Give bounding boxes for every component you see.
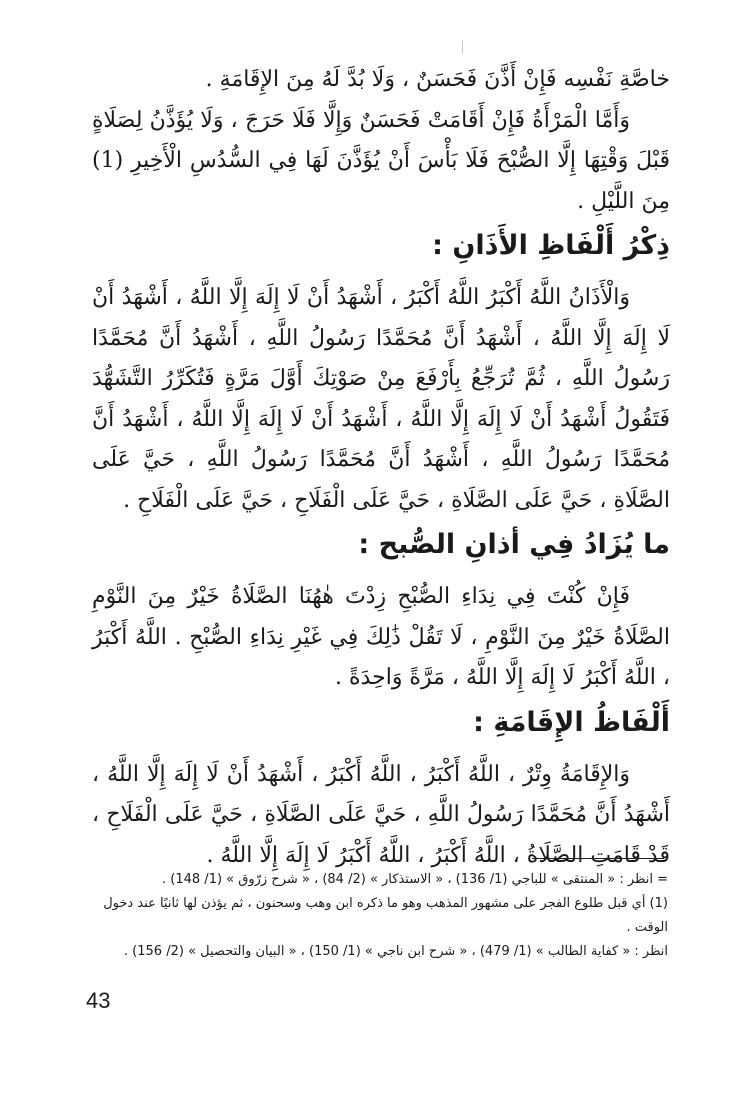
paragraph-adhan-text: وَالْأَذَانُ اللَّهُ أَكْبَرُ اللَّهُ أَكْبَرُ ، أَشْهَدُ أَنْ لَا إِلَهَ إِلَّا اللَّهُ ، أَشْهَدُ أَنْ لَا إِلَهَ إِلَّا اللَّهُ ، أَشْهَدُ أَنَّ مُحَمَّدًا رَسُولُ اللَّهِ ، أَشْهَدُ أَنَّ مُحَمَّدًا رَسُولُ اللَّهِ ، ثُمَّ تُرَجِّعُ بِأَرْفَعَ مِنْ صَوْتِكَ أَوَّلَ مَرَّةٍ فَتُكَرِّرُ التَّشَهُّدَ فَتَقُولُ أَشْهَدُ أَنْ لَا إِلَهَ إِلَّا اللَّهُ ، أَشْهَدُ أَنْ لَا إِلَهَ إِلَّا اللَّهُ ، أَشْهَدُ أَنَّ مُحَمَّدًا رَسُولُ اللَّهِ ، أَشْهَدُ أَنَّ مُحَمَّدًا رَسُولُ اللَّهِ ، حَيَّ عَلَى الصَّلَاةِ ، حَيَّ عَلَى الصَّلَاةِ ، حَيَّ عَلَى الْفَلَاحِ ، حَيَّ عَلَى الْفَلَاحِ . (92, 285, 670, 513)
paragraph-continuation: خاصَّةِ نَفْسِه فَإِنْ أَذَّنَ فَحَسَنٌ ، وَلَا بُدَّ لَهُ مِنَ الإِقَامَةِ . (205, 67, 670, 92)
footnotes (96, 868, 668, 964)
paragraph-woman-adhan: وَأَمَّا الْمَرْأَةُ فَإِنْ أَقَامَتْ فَحَسَنٌ وَإِلَّا فَلَا حَرَجَ ، وَلَا يُؤَذَّنُ لِصَلَاةٍ قَبْلَ وَقْتِهَا إِلَّا الصُّبْحَ فَلَا بَأْسَ أَنْ يُؤَذَّنَ لَهَا فِي السُّدُسِ الْأَخِيرِ (1) مِنَ اللَّيْلِ . (92, 107, 670, 214)
paragraph-iqama-text: وَالإِقَامَةُ وِتْرٌ ، اللَّهُ أَكْبَرُ ، اللَّهُ أَكْبَرُ ، أَشْهَدُ أَنْ لَا إِلَهَ إِلَّا اللَّهُ ، أَشْهَدُ أَنَّ مُحَمَّدًا رَسُولُ اللَّهِ ، حَيَّ عَلَى الصَّلَاةِ ، حَيَّ عَلَى الْفَلَاحِ ، قَدْ قَامَتِ الصَّلَاةُ ، اللَّهُ أَكْبَرُ ، اللَّهُ أَكْبَرُ لَا إِلَهَ إِلَّا اللَّهُ . (92, 761, 670, 868)
heading-iqama-words: أَلْفَاظُ الإِقَامَةِ : (473, 706, 670, 738)
heading-adhan-words: ذِكْرُ أَلْفَاظِ الأَذَانِ : (432, 230, 670, 261)
page-number: 43 (86, 988, 111, 1013)
footnote-continued: = انظر : « المنتقى » للباجي (1/ 136) ، « الاستذكار » (2/ 84) ، « شرح زرّوق » (1/ 148) . (162, 872, 668, 887)
footnote-separator (532, 858, 664, 859)
scan-mark (462, 40, 463, 54)
paragraph-fajr-addition: فَإِنْ كُنْتَ فِي نِدَاءِ الصُّبْحِ زِدْتَ هٰهُنَا الصَّلَاةُ خَيْرٌ مِنَ النَّوْمِ الصَّلَاةُ خَيْرٌ مِنَ النَّوْمِ ، لَا تَقُلْ ذَٰلِكَ فِي غَيْرِ نِدَاءِ الصُّبْحِ . اللَّهُ أَكْبَرُ ، اللَّهُ أَكْبَرُ لَا إِلَهَ إِلَّا اللَّهُ ، مَرَّةً وَاحِدَةً . (92, 584, 670, 690)
heading-fajr-addition: ما يُزَادُ فِي أذانِ الصُّبح : (358, 529, 670, 560)
footnote-1: (1) أي قبل طلوع الفجر على مشهور المذهب وهو ما ذكره ابن وهب وسحنون ، ثم يؤذن لها ثانيًا عند دخول الوقت . (103, 896, 668, 935)
main-text-column (92, 60, 670, 876)
footnote-references: انظر : « كفاية الطالب » (1/ 479) ، « شرح ابن ناجي » (1/ 150) ، « البيان والتحصيل » (2/ 156) . (123, 944, 668, 959)
